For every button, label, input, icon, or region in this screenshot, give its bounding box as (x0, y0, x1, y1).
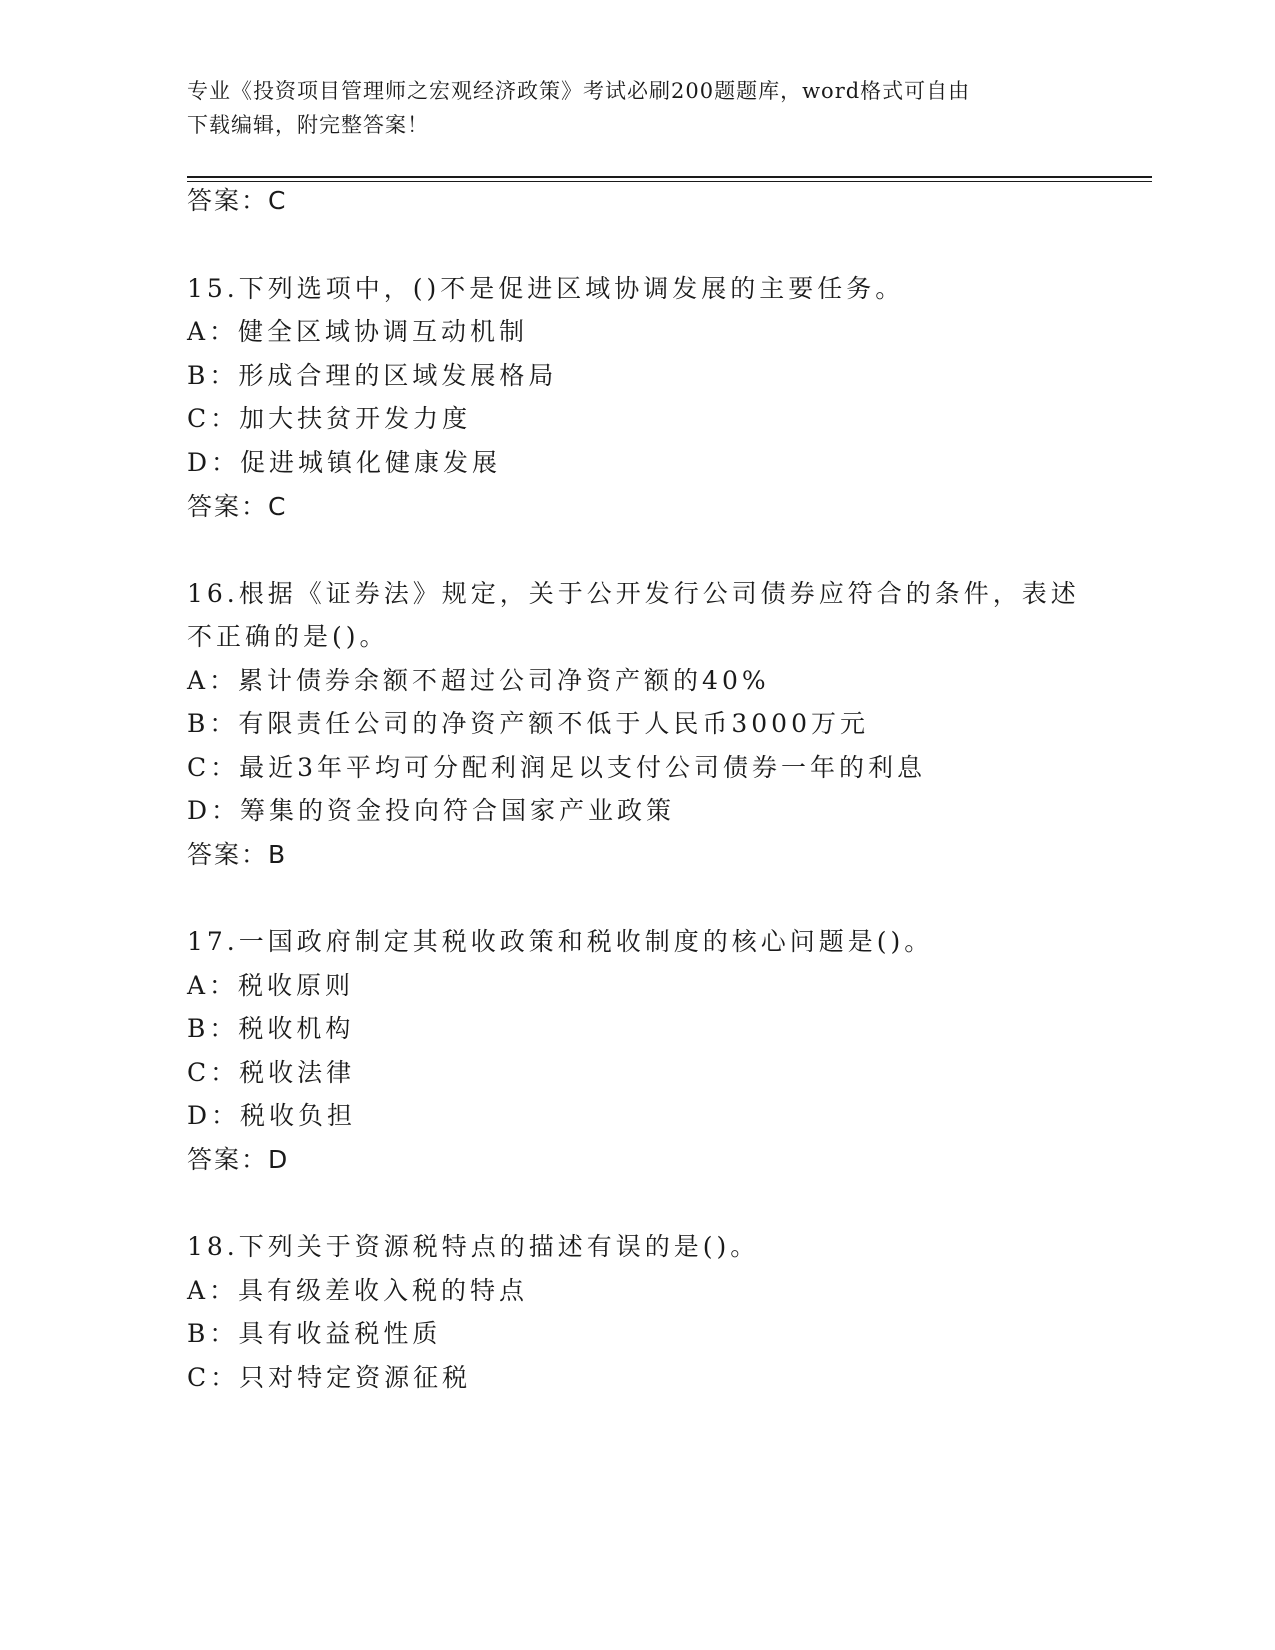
question-15-option-c: C：加大扶贫开发力度 (187, 404, 472, 433)
question-18-stem: 18.下列关于资源税特点的描述有误的是()。 (187, 1232, 760, 1261)
header-divider (187, 176, 1152, 178)
answer-prev: 答案：C (187, 186, 288, 215)
question-17-stem: 17.一国政府制定其税收政策和税收制度的核心问题是()。 (187, 927, 934, 956)
question-15-answer: 答案：C (187, 492, 288, 521)
document-header (187, 74, 1067, 142)
question-15-option-b: B：形成合理的区域发展格局 (187, 361, 558, 390)
question-17-option-b: B：税收机构 (187, 1014, 355, 1043)
question-15-stem: 15.下列选项中，()不是促进区域协调发展的主要任务。 (187, 274, 905, 303)
question-18-option-b: B：具有收益税性质 (187, 1319, 442, 1348)
question-15-option-d: D：促进城镇化健康发展 (187, 448, 502, 477)
question-16-option-d: D：筹集的资金投向符合国家产业政策 (187, 796, 676, 825)
question-18-option-c: C：只对特定资源征税 (187, 1363, 472, 1392)
question-16-option-b: B：有限责任公司的净资产额不低于人民币3000万元 (187, 709, 869, 738)
question-17-option-c: C：税收法律 (187, 1058, 356, 1087)
question-17-option-d: D：税收负担 (187, 1101, 357, 1130)
question-16-stem-cont: 不正确的是()。 (187, 622, 389, 651)
question-18-option-a: A：具有级差收入税的特点 (187, 1276, 529, 1305)
question-16-stem: 16.根据《证券法》规定，关于公开发行公司债券应符合的条件，表述 (187, 579, 1080, 608)
question-17-option-a: A：税收原则 (187, 971, 355, 1000)
document-page (187, 0, 1152, 1650)
header-line-1: 专业《投资项目管理师之宏观经济政策》考试必刷200题题库，word格式可自由 (187, 79, 971, 103)
header-divider-thin (187, 181, 1152, 182)
question-16-option-a: A：累计债券余额不超过公司净资产额的40% (187, 666, 770, 695)
question-15-option-a: A：健全区域协调互动机制 (187, 317, 529, 346)
header-line-2: 下载编辑，附完整答案！ (187, 113, 429, 137)
question-16-answer: 答案：B (187, 840, 288, 869)
question-17-answer: 答案：D (187, 1145, 290, 1174)
question-16-option-c: C：最近3年平均可分配利润足以支付公司债券一年的利息 (187, 753, 927, 782)
